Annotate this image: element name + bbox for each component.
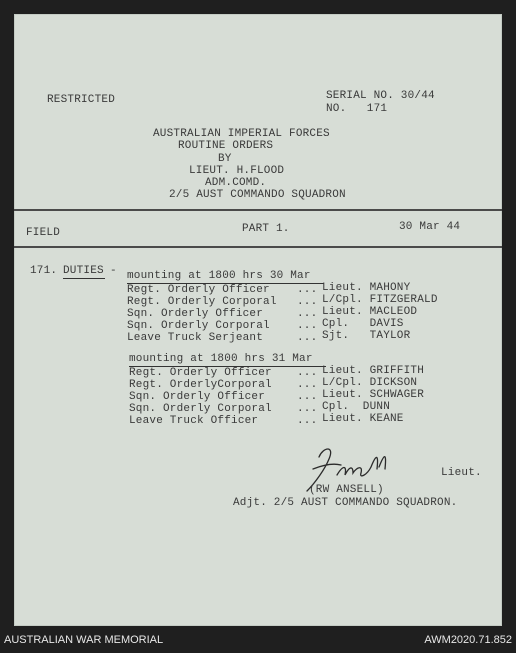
duty-dots: ...: [297, 320, 318, 332]
duty-dots: ...: [297, 284, 318, 296]
duty-dots: ...: [297, 332, 318, 344]
duty-role: Regt. Orderly Officer: [127, 284, 270, 296]
order-date: 30 Mar 44: [399, 221, 461, 233]
title-line-3: BY: [218, 153, 232, 165]
title-line-6: 2/5 AUST COMMANDO SQUADRON: [169, 189, 346, 201]
duty-dots: ...: [297, 415, 318, 427]
duty-role: Regt. Orderly Corporal: [127, 296, 277, 308]
duties-underline: [63, 278, 105, 279]
duty-role: Sqn. Orderly Corporal: [127, 320, 270, 332]
signatory-name: (RW ANSELL): [309, 484, 384, 496]
title-line-2: ROUTINE ORDERS: [178, 140, 274, 152]
duty-dots: ...: [297, 379, 318, 391]
duties-heading: DUTIES: [63, 265, 104, 277]
title-line-4: LIEUT. H.FLOOD: [189, 165, 285, 177]
duty-name: Lieut. GRIFFITH: [322, 365, 425, 377]
duty-role: Leave Truck Officer: [129, 415, 259, 427]
document-page: [14, 14, 502, 626]
field-label: FIELD: [26, 227, 61, 239]
duty-name: L/Cpl. FITZGERALD: [322, 294, 438, 306]
order-number: NO. 171: [326, 103, 388, 115]
archive-footer: [0, 626, 516, 653]
duty-name: Lieut. SCHWAGER: [322, 389, 425, 401]
signatory-appointment: Adjt. 2/5 AUST COMMANDO SQUADRON.: [233, 497, 458, 509]
duty-dots: ...: [297, 403, 318, 415]
group1-heading: mounting at 1800 hrs 30 Mar: [127, 270, 311, 282]
duty-dots: ...: [297, 308, 318, 320]
duty-role: Leave Truck Serjeant: [127, 332, 264, 344]
title-line-5: ADM.COMD.: [205, 177, 267, 189]
duty-name: Lieut. MAHONY: [322, 282, 411, 294]
duty-role: Regt. Orderly Officer: [129, 367, 272, 379]
duty-name: L/Cpl. DICKSON: [322, 377, 418, 389]
duty-name: Cpl. DUNN: [322, 401, 391, 413]
top-divider: [14, 209, 502, 211]
serial-number: SERIAL NO. 30/44: [326, 90, 435, 102]
group2-heading: mounting at 1800 hrs 31 Mar: [129, 353, 313, 365]
footer-accession-number: AWM2020.71.852: [424, 634, 512, 646]
duties-dash: -: [110, 265, 117, 277]
bottom-divider: [14, 246, 502, 248]
duty-name: Cpl. DAVIS: [322, 318, 404, 330]
title-line-1: AUSTRALIAN IMPERIAL FORCES: [153, 128, 330, 140]
duty-role: Sqn. Orderly Officer: [129, 391, 266, 403]
duty-dots: ...: [297, 391, 318, 403]
duty-role: Sqn. Orderly Corporal: [129, 403, 272, 415]
classification-label: RESTRICTED: [47, 94, 116, 106]
duty-name: Lieut. KEANE: [322, 413, 404, 425]
duty-dots: ...: [297, 367, 318, 379]
duty-role: Sqn. Orderly Officer: [127, 308, 264, 320]
duty-name: Lieut. MACLEOD: [322, 306, 418, 318]
item-number: 171.: [30, 265, 58, 277]
duty-name: Sjt. TAYLOR: [322, 330, 411, 342]
part-label: PART 1.: [242, 223, 290, 235]
footer-institution: AUSTRALIAN WAR MEMORIAL: [4, 634, 164, 646]
duty-role: Regt. OrderlyCorporal: [129, 379, 272, 391]
signatory-rank: Lieut.: [441, 467, 482, 479]
duty-dots: ...: [297, 296, 318, 308]
